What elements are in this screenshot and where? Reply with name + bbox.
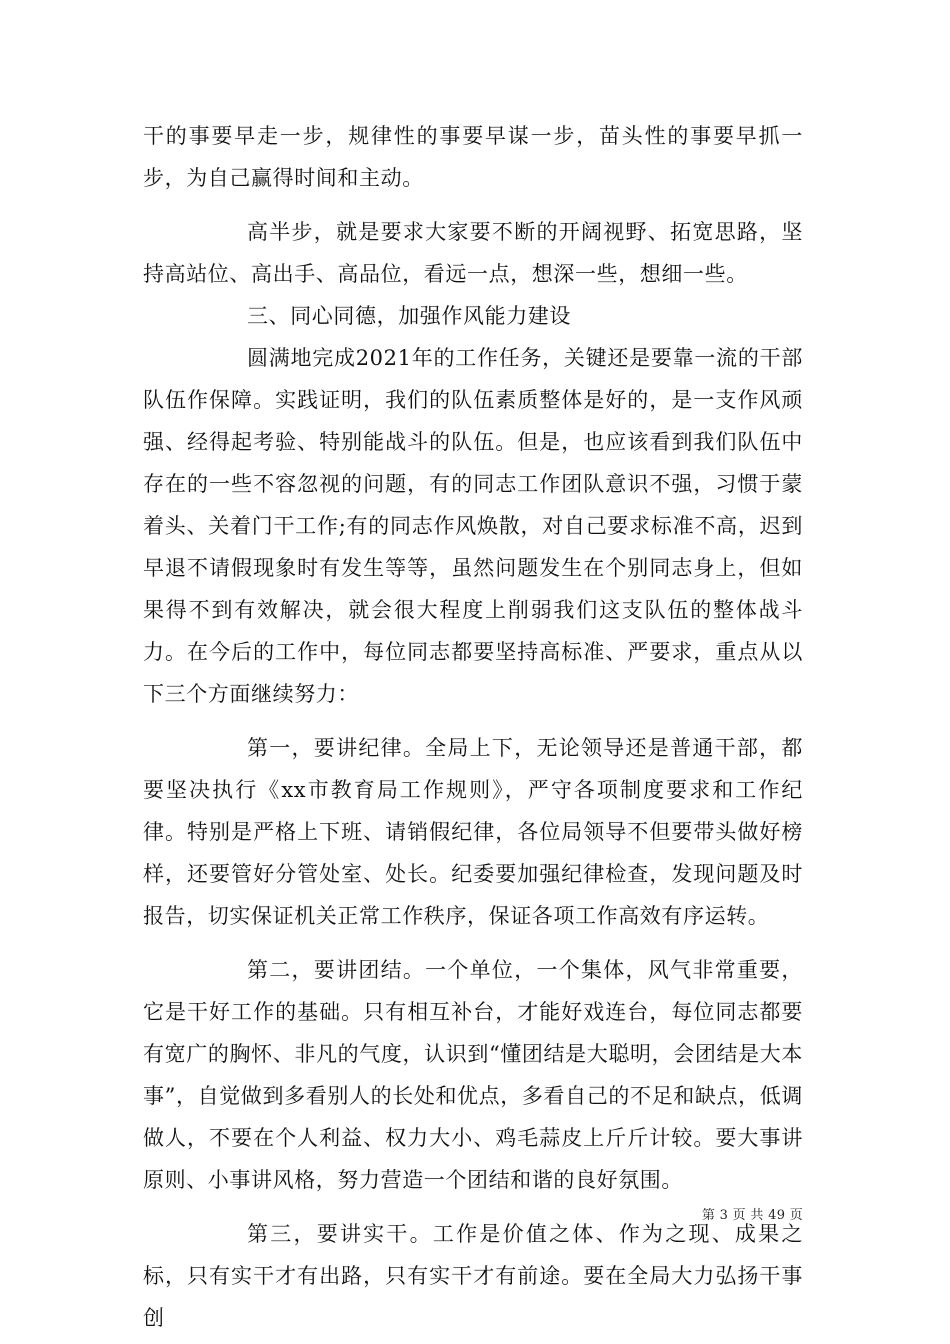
page-number: 第 3 页 共 49 页 [701,1208,803,1223]
paragraph-practical-work: 第三，要讲实干。工作是价值之体、作为之现、成果之标，只有实干才有出路，只有实干才有前途。要在全局大力弘扬干事创 [143,1222,803,1330]
paragraph-continuation: 干的事要早走一步，规律性的事要早谋一步，苗头性的事要早抓一步，为自己赢得时间和主动。 [143,124,803,190]
section-heading: 三、同心同德，加强作风能力建设 [247,304,571,328]
paragraph-tasks-2021: 圆满地完成2021年的工作任务，关键还是要靠一流的干部队伍作保障。实践证明，我们的队伍素质整体是好的，是一支作风顽强、经得起考验、特别能战斗的队伍。但是，也应该看到我们队伍中存在的一些不容忽视的问题，有的同志工作团队意识不强，习惯于蒙着头、关着门干工作;有的同志作风焕散，对自己要求标准不高，迟到早退不请假现象时有发生等等，虽然问题发生在个别同志身上，但如果得不到有效解决，就会很大程度上削弱我们这支队伍的整体战斗力。在今后的工作中，每位同志都要坚持高标准、严要求，重点从以下三个方面继续努力： [143,346,803,706]
paragraph-gao-ban-bu: 高半步，就是要求大家要不断的开阔视野、拓宽思路，坚持高站位、高出手、高品位，看远一点，想深一些，想细一些。 [143,220,803,286]
document-body [143,115,803,1339]
paragraph-unity: 第二，要讲团结。一个单位，一个集体，风气非常重要，它是干好工作的基础。只有相互补台，才能好戏连台，每位同志都要有宽广的胸怀、非凡的气度，认识到“懂团结是大聪明，会团结是大本事”，自觉做到多看别人的长处和优点，多看自己的不足和缺点，低调做人，不要在个人利益、权力大小、鸡毛蒜皮上斤斤计较。要大事讲原则、小事讲风格，努力营造一个团结和谐的良好氛围。 [143,958,803,1192]
paragraph-discipline: 第一，要讲纪律。全局上下，无论领导还是普通干部，都要坚决执行《xx市教育局工作规则》，严守各项制度要求和工作纪律。特别是严格上下班、请销假纪律，各位局领导不但要带头做好榜样，还要管好分管处室、处长。纪委要加强纪律检查，发现问题及时报告，切实保证机关正常工作秩序，保证各项工作高效有序运转。 [143,736,803,928]
